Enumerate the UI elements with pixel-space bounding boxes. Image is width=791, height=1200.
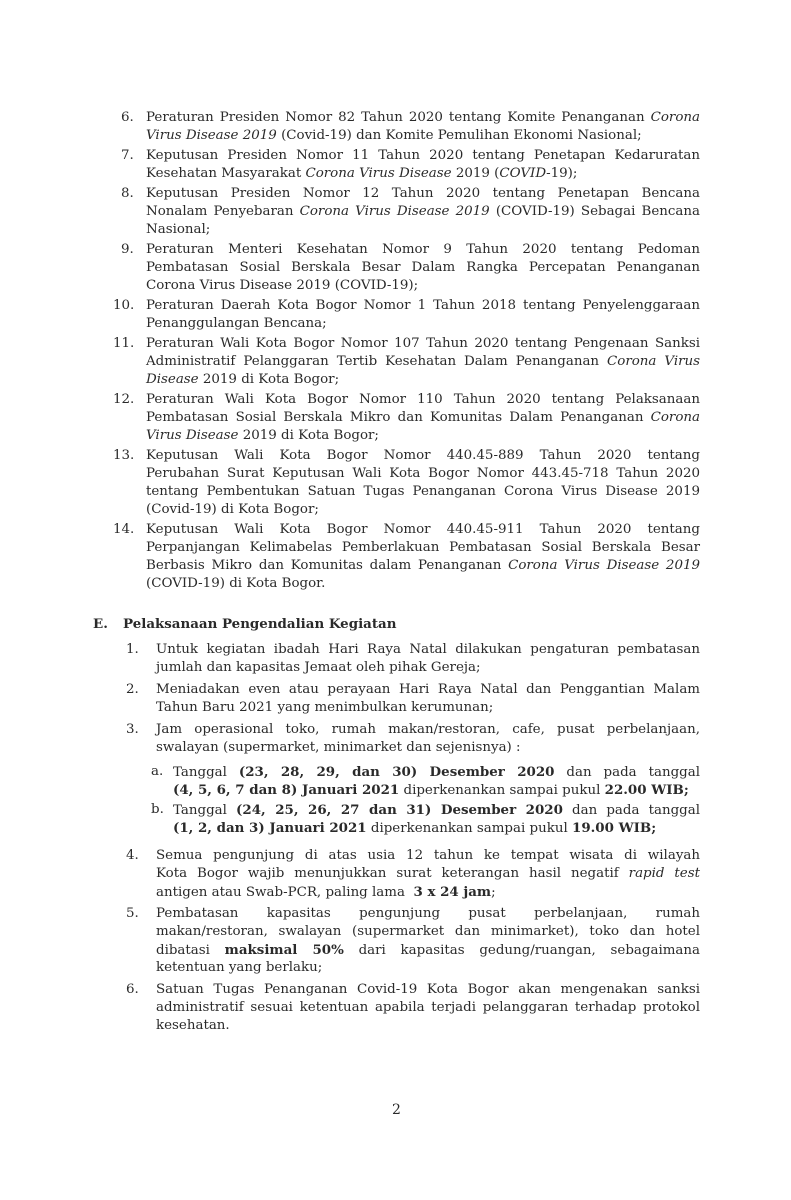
list-line: Tanggal (24, 25, 26, 27 dan 31) Desember 2020 dan pada tanggal xyxy=(173,802,700,818)
list-number: 14. xyxy=(113,522,135,537)
list-number: 1. xyxy=(126,642,139,657)
list-line: Tanggal (23, 28, 29, dan 30) Desember 2020 dan pada tanggal xyxy=(173,764,700,780)
section-title: Pelaksanaan Pengendalian Kegiatan xyxy=(123,616,397,632)
list-line: makan/restoran, swalayan (supermarket dan minimarket), toko dan hotel xyxy=(156,924,700,939)
list-number: 2. xyxy=(126,682,139,697)
list-line: (4, 5, 6, 7 dan 8) Januari 2021 diperkenankan sampai pukul 22.00 WIB; xyxy=(173,782,689,798)
list-number: 5. xyxy=(126,906,139,921)
list-line: Peraturan Wali Kota Bogor Nomor 110 Tahun 2020 tentang Pelaksanaan xyxy=(146,392,700,407)
list-line: kesehatan. xyxy=(156,1018,230,1033)
list-line: Virus Disease 2019 (Covid-19) dan Komite Pemulihan Ekonomi Nasional; xyxy=(146,128,642,143)
list-line: Perubahan Surat Keputusan Wali Kota Bogor Nomor 443.45-718 Tahun 2020 xyxy=(146,466,700,481)
page-number: 2 xyxy=(392,1102,401,1118)
list-number: 6. xyxy=(126,982,139,997)
list-line: Keputusan Presiden Nomor 12 Tahun 2020 tentang Penetapan Bencana xyxy=(146,186,700,201)
list-line: Pembatasan Sosial Berskala Mikro dan Komunitas Dalam Penanganan Corona xyxy=(146,410,700,425)
list-number: 7. xyxy=(121,148,134,163)
list-line: Nasional; xyxy=(146,222,211,237)
list-line: swalayan (supermarket, minimarket dan sejenisnya) : xyxy=(156,740,521,755)
list-line: Virus Disease 2019 di Kota Bogor; xyxy=(146,428,379,443)
list-line: Semua pengunjung di atas usia 12 tahun ke tempat wisata di wilayah xyxy=(156,848,700,863)
list-line: Kota Bogor wajib menunjukkan surat keterangan hasil negatif rapid test xyxy=(156,866,700,881)
list-line: Untuk kegiatan ibadah Hari Raya Natal dilakukan pengaturan pembatasan xyxy=(156,642,700,657)
list-number: 6. xyxy=(121,110,134,125)
list-line: Peraturan Presiden Nomor 82 Tahun 2020 tentang Komite Penanganan Corona xyxy=(146,110,700,125)
list-line: (Covid-19) di Kota Bogor; xyxy=(146,502,319,517)
list-number: b. xyxy=(151,802,164,817)
list-line: (1, 2, dan 3) Januari 2021 diperkenankan sampai pukul 19.00 WIB; xyxy=(173,820,657,836)
list-line: administratif sesuai ketentuan apabila terjadi pelanggaran terhadap protokol xyxy=(156,1000,700,1015)
list-number: 13. xyxy=(113,448,135,463)
list-number: 3. xyxy=(126,722,139,737)
list-line: Keputusan Wali Kota Bogor Nomor 440.45-889 Tahun 2020 tentang xyxy=(146,448,700,463)
list-line: Pembatasan Sosial Berskala Besar Dalam Rangka Percepatan Penanganan xyxy=(146,260,700,275)
list-number: 11. xyxy=(113,336,135,351)
list-number: 4. xyxy=(126,848,139,863)
list-line: Perpanjangan Kelimabelas Pemberlakuan Pembatasan Sosial Berskala Besar xyxy=(146,540,700,555)
list-number: a. xyxy=(151,764,164,779)
list-line: jumlah dan kapasitas Jemaat oleh pihak Gereja; xyxy=(156,660,481,675)
list-line: Peraturan Daerah Kota Bogor Nomor 1 Tahun 2018 tentang Penyelenggaraan xyxy=(146,298,700,313)
list-line: Satuan Tugas Penanganan Covid-19 Kota Bogor akan mengenakan sanksi xyxy=(156,982,700,997)
list-line: dibatasi maksimal 50% dari kapasitas gedung/ruangan, sebagaimana xyxy=(156,942,701,958)
list-line: Meniadakan even atau perayaan Hari Raya Natal dan Penggantian Malam xyxy=(156,682,700,697)
list-line: Keputusan Presiden Nomor 11 Tahun 2020 tentang Penetapan Kedaruratan xyxy=(146,148,700,163)
list-line: Pembatasan kapasitas pengunjung pusat perbelanjaan, rumah xyxy=(156,906,700,921)
list-line: Kesehatan Masyarakat Corona Virus Disease 2019 (COVID-19); xyxy=(146,166,578,181)
list-line: Administratif Pelanggaran Tertib Kesehatan Dalam Penanganan Corona Virus xyxy=(146,354,700,369)
list-line: Disease 2019 di Kota Bogor; xyxy=(146,372,340,387)
list-number: 12. xyxy=(113,392,135,407)
list-number: 10. xyxy=(113,298,135,313)
list-line: (COVID-19) di Kota Bogor. xyxy=(146,576,326,591)
list-number: 8. xyxy=(121,186,134,201)
list-line: antigen atau Swab-PCR, paling lama 3 x 24 jam; xyxy=(156,884,496,900)
list-line: tentang Pembentukan Satuan Tugas Penanganan Corona Virus Disease 2019 xyxy=(146,484,700,499)
list-number: 9. xyxy=(121,242,134,257)
list-line: Nonalam Penyebaran Corona Virus Disease 2019 (COVID-19) Sebagai Bencana xyxy=(146,204,700,219)
section-letter: E. xyxy=(93,616,108,632)
list-line: Penanggulangan Bencana; xyxy=(146,316,327,331)
list-line: Peraturan Wali Kota Bogor Nomor 107 Tahun 2020 tentang Pengenaan Sanksi xyxy=(146,336,700,351)
list-line: Keputusan Wali Kota Bogor Nomor 440.45-911 Tahun 2020 tentang xyxy=(146,522,700,537)
list-line: Berbasis Mikro dan Komunitas dalam Penanganan Corona Virus Disease 2019 xyxy=(146,558,701,573)
list-line: Peraturan Menteri Kesehatan Nomor 9 Tahun 2020 tentang Pedoman xyxy=(146,242,700,257)
list-line: ketentuan yang berlaku; xyxy=(156,960,323,975)
list-line: Corona Virus Disease 2019 (COVID-19); xyxy=(146,278,419,293)
list-line: Jam operasional toko, rumah makan/restoran, cafe, pusat perbelanjaan, xyxy=(156,722,700,737)
list-line: Tahun Baru 2021 yang menimbulkan kerumunan; xyxy=(156,700,494,715)
